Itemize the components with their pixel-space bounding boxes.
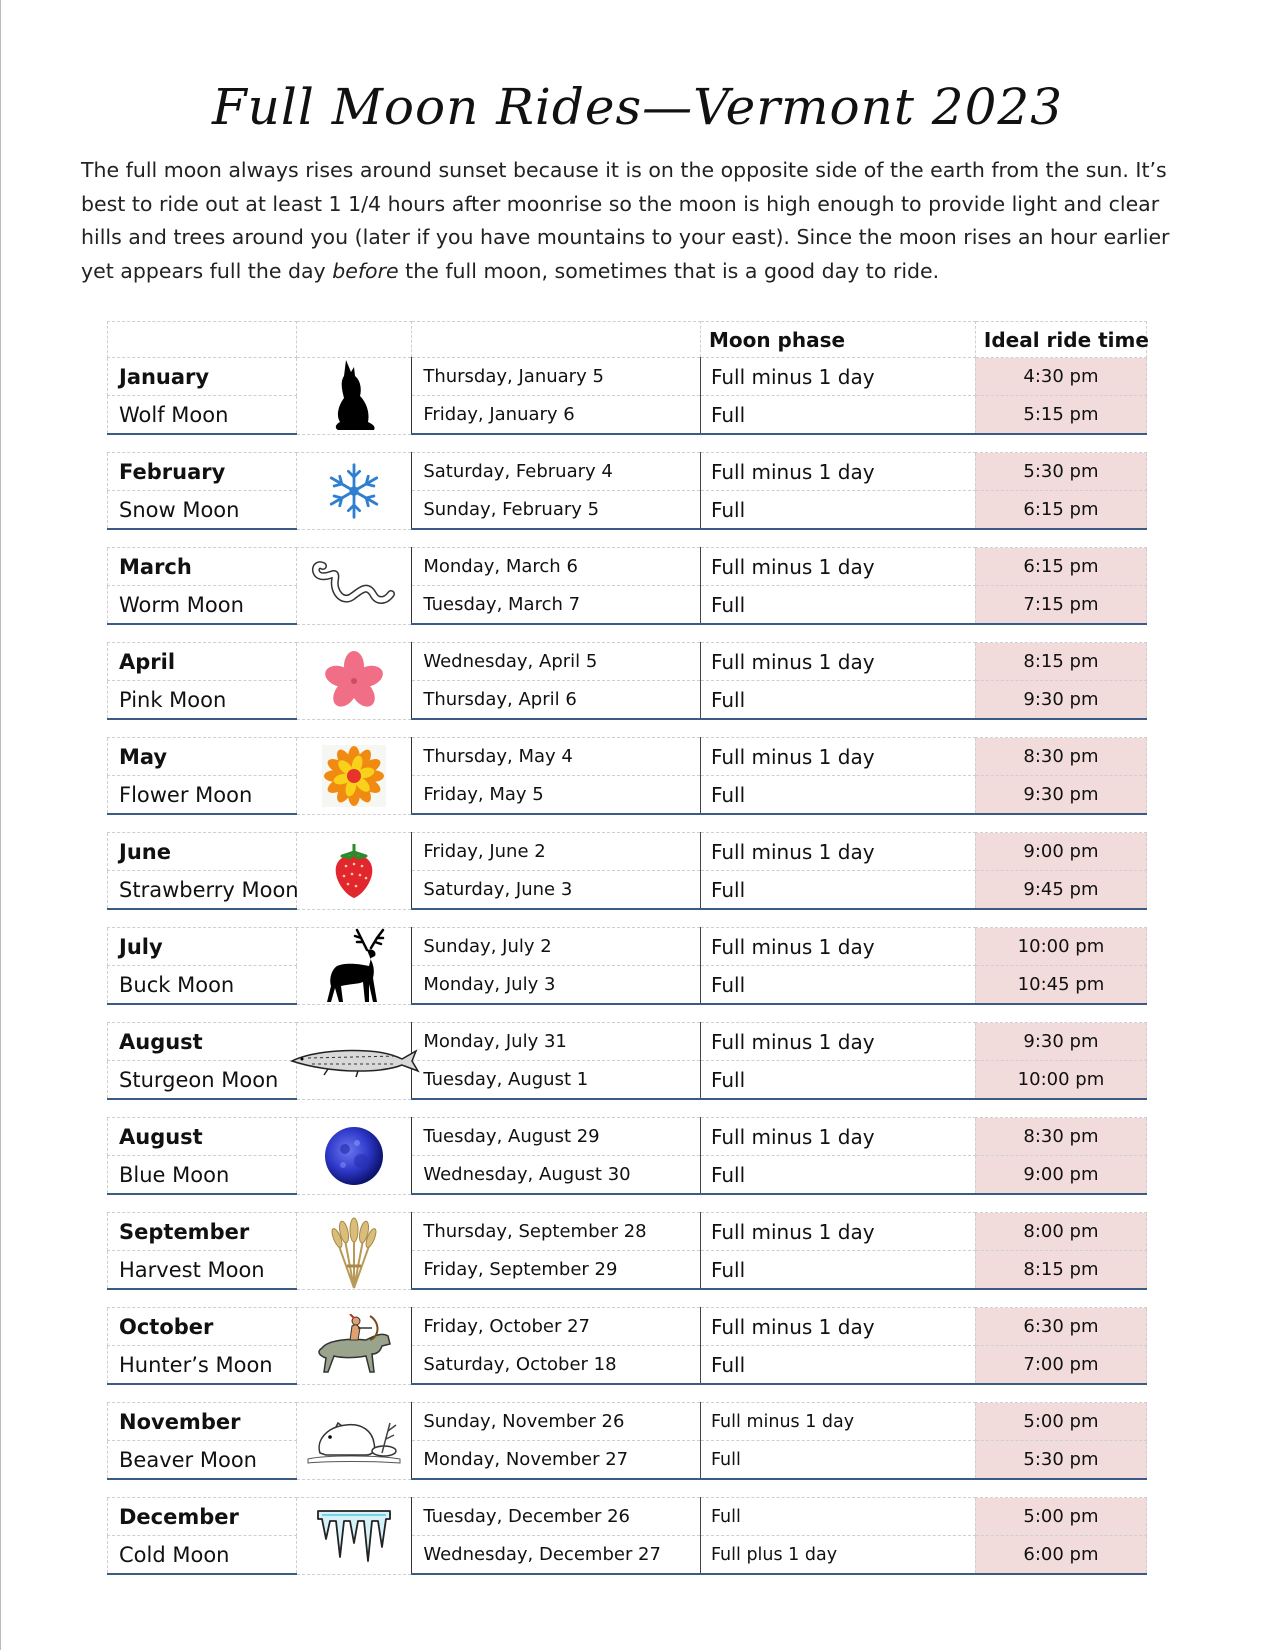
table-row <box>108 1118 1147 1156</box>
ride-time: 9:00 pm <box>975 1156 1146 1195</box>
ride-time: 5:15 pm <box>975 396 1146 435</box>
header-month-blank <box>108 322 297 358</box>
hunter-on-horse-icon <box>310 1314 398 1378</box>
ride-date: Friday, September 29 <box>412 1251 701 1290</box>
moon-phase: Full minus 1 day <box>700 453 975 491</box>
spacer-cell <box>108 1384 1147 1403</box>
ride-time: 4:30 pm <box>975 358 1146 396</box>
ride-time: 5:00 pm <box>975 1403 1146 1441</box>
moon-phase: Full minus 1 day <box>700 1118 975 1156</box>
table-row <box>108 833 1147 871</box>
moon-name <box>108 871 297 910</box>
moon-phase: Full <box>700 966 975 1005</box>
ride-date: Tuesday, March 7 <box>412 586 701 625</box>
month-spacer <box>108 529 1147 548</box>
table-row <box>108 1536 1147 1575</box>
ride-date: Monday, November 27 <box>412 1441 701 1480</box>
month-label: August <box>119 1029 203 1054</box>
moon-icon-cell <box>296 643 411 720</box>
header-date-blank <box>412 322 701 358</box>
month-label: December <box>119 1504 239 1529</box>
moon-icon-cell <box>296 738 411 815</box>
moon-label: Flower Moon <box>119 782 253 807</box>
moon-label: Blue Moon <box>119 1162 230 1187</box>
month-label: August <box>119 1124 203 1149</box>
month-name <box>108 1498 297 1536</box>
month-spacer <box>108 1194 1147 1213</box>
ride-time: 7:00 pm <box>975 1346 1146 1385</box>
ride-table-body <box>108 358 1147 1575</box>
table-row <box>108 586 1147 625</box>
wolf-icon <box>324 358 384 434</box>
ride-time: 9:45 pm <box>975 871 1146 910</box>
table-row <box>108 1308 1147 1346</box>
ride-date: Saturday, February 4 <box>412 453 701 491</box>
intro-emphasis: before <box>332 258 399 283</box>
deer-icon <box>321 926 387 1006</box>
moon-phase: Full <box>700 681 975 720</box>
moon-name <box>108 966 297 1005</box>
moon-phase: Full <box>700 1156 975 1195</box>
page-title: Full Moon Rides—Vermont 2023 <box>211 78 1064 136</box>
strawberry-icon <box>332 842 376 900</box>
month-name <box>108 738 297 776</box>
ride-time: 5:30 pm <box>975 453 1146 491</box>
ride-time: 10:00 pm <box>975 928 1146 966</box>
table-row <box>108 1498 1147 1536</box>
ride-date: Monday, July 3 <box>412 966 701 1005</box>
moon-label: Harvest Moon <box>119 1257 265 1282</box>
ride-time: 7:15 pm <box>975 586 1146 625</box>
month-name <box>108 1213 297 1251</box>
moon-icon-cell <box>296 453 411 530</box>
spacer-cell <box>108 1004 1147 1023</box>
ride-date: Friday, June 2 <box>412 833 701 871</box>
month-name <box>108 358 297 396</box>
moon-name <box>108 1156 297 1195</box>
moon-phase: Full minus 1 day <box>700 1213 975 1251</box>
moon-phase: Full minus 1 day <box>700 833 975 871</box>
month-name <box>108 1118 297 1156</box>
ride-date: Thursday, January 5 <box>412 358 701 396</box>
ride-date: Sunday, February 5 <box>412 491 701 530</box>
moon-icon-cell <box>296 1023 411 1100</box>
month-spacer <box>108 434 1147 453</box>
icicles-icon <box>316 1507 392 1565</box>
ride-date: Tuesday, December 26 <box>412 1498 701 1536</box>
table-row <box>108 738 1147 776</box>
moon-phase: Full <box>700 1498 975 1536</box>
month-name <box>108 833 297 871</box>
spacer-cell <box>108 1194 1147 1213</box>
ride-time: 6:00 pm <box>975 1536 1146 1575</box>
moon-phase: Full minus 1 day <box>700 738 975 776</box>
spacer-cell <box>108 719 1147 738</box>
month-name <box>108 1023 297 1061</box>
month-spacer <box>108 1004 1147 1023</box>
moon-name <box>108 1536 297 1575</box>
wheat-icon <box>329 1212 379 1290</box>
table-row <box>108 1061 1147 1100</box>
ride-date: Monday, March 6 <box>412 548 701 586</box>
ride-date: Friday, October 27 <box>412 1308 701 1346</box>
intro-paragraph <box>81 154 1201 288</box>
month-spacer <box>108 1384 1147 1403</box>
ride-time: 6:15 pm <box>975 491 1146 530</box>
table-row <box>108 681 1147 720</box>
ride-time: 9:30 pm <box>975 776 1146 815</box>
table-row <box>108 1441 1147 1480</box>
table-row <box>108 396 1147 435</box>
ride-time: 10:00 pm <box>975 1061 1146 1100</box>
moon-name <box>108 1251 297 1290</box>
ride-time: 8:30 pm <box>975 738 1146 776</box>
moon-icon-cell <box>296 358 411 435</box>
month-label: July <box>119 934 163 959</box>
month-spacer <box>108 909 1147 928</box>
moon-phase: Full minus 1 day <box>700 548 975 586</box>
ride-time: 5:00 pm <box>975 1498 1146 1536</box>
month-label: April <box>119 649 176 674</box>
table-row <box>108 358 1147 396</box>
ride-date: Saturday, June 3 <box>412 871 701 910</box>
blue-moon-icon <box>323 1125 385 1187</box>
moon-phase: Full minus 1 day <box>700 1023 975 1061</box>
ride-date: Friday, January 6 <box>412 396 701 435</box>
worm-icon <box>311 554 397 618</box>
ride-time: 8:15 pm <box>975 1251 1146 1290</box>
spacer-cell <box>108 624 1147 643</box>
header-ride-time: Ideal ride time <box>975 322 1146 358</box>
ride-time: 8:15 pm <box>975 643 1146 681</box>
ride-time: 9:30 pm <box>975 1023 1146 1061</box>
month-name <box>108 643 297 681</box>
spacer-cell <box>108 529 1147 548</box>
moon-label: Hunter’s Moon <box>119 1352 273 1377</box>
month-label: September <box>119 1219 250 1244</box>
moon-phase: Full <box>700 1061 975 1100</box>
moon-name <box>108 681 297 720</box>
month-label: October <box>119 1314 214 1339</box>
month-name <box>108 548 297 586</box>
ride-time: 9:00 pm <box>975 833 1146 871</box>
moon-label: Strawberry Moon <box>119 877 299 902</box>
ride-time: 6:30 pm <box>975 1308 1146 1346</box>
moon-icon-cell <box>296 1118 411 1195</box>
ride-time: 5:30 pm <box>975 1441 1146 1480</box>
table-row <box>108 871 1147 910</box>
ride-time: 10:45 pm <box>975 966 1146 1005</box>
moon-phase: Full minus 1 day <box>700 1308 975 1346</box>
spacer-cell <box>108 909 1147 928</box>
table-row <box>108 1403 1147 1441</box>
moon-phase: Full plus 1 day <box>700 1536 975 1575</box>
moon-phase: Full <box>700 491 975 530</box>
ride-date: Thursday, September 28 <box>412 1213 701 1251</box>
ride-date: Tuesday, August 29 <box>412 1118 701 1156</box>
month-label: June <box>119 839 171 864</box>
moon-name <box>108 396 297 435</box>
ride-date: Saturday, October 18 <box>412 1346 701 1385</box>
moon-icon-cell <box>296 1213 411 1290</box>
header-icon-blank <box>296 322 411 358</box>
sturgeon-icon <box>288 1043 420 1079</box>
moon-name <box>108 1441 297 1480</box>
spacer-cell <box>108 434 1147 453</box>
moon-phase: Full minus 1 day <box>700 358 975 396</box>
table-row <box>108 1156 1147 1195</box>
ride-date: Wednesday, August 30 <box>412 1156 701 1195</box>
ride-date: Sunday, November 26 <box>412 1403 701 1441</box>
moon-label: Cold Moon <box>119 1542 230 1567</box>
moon-phase: Full <box>700 1251 975 1290</box>
pink-flower-icon <box>322 649 386 713</box>
moon-label: Worm Moon <box>119 592 244 617</box>
header-moon-phase: Moon phase <box>700 322 975 358</box>
table-row <box>108 776 1147 815</box>
ride-time: 8:00 pm <box>975 1213 1146 1251</box>
moon-icon-cell <box>296 548 411 625</box>
month-spacer <box>108 624 1147 643</box>
ride-date: Thursday, April 6 <box>412 681 701 720</box>
moon-label: Beaver Moon <box>119 1447 257 1472</box>
moon-phase: Full <box>700 776 975 815</box>
moon-phase: Full <box>700 396 975 435</box>
ride-date: Wednesday, December 27 <box>412 1536 701 1575</box>
month-name <box>108 453 297 491</box>
moon-icon-cell <box>296 1308 411 1385</box>
month-spacer <box>108 719 1147 738</box>
moon-name <box>108 586 297 625</box>
ride-date: Wednesday, April 5 <box>412 643 701 681</box>
moon-name <box>108 1061 297 1100</box>
ride-time: 6:15 pm <box>975 548 1146 586</box>
ride-date: Friday, May 5 <box>412 776 701 815</box>
spacer-cell <box>108 1289 1147 1308</box>
ride-schedule-table <box>107 321 1147 1575</box>
moon-label: Sturgeon Moon <box>119 1067 279 1092</box>
ride-time: 8:30 pm <box>975 1118 1146 1156</box>
moon-name <box>108 491 297 530</box>
moon-label: Pink Moon <box>119 687 227 712</box>
intro-text-1: The full moon always rises around sunset because it is on the opposite side of the earth from the sun. It’s best to ride out at least 1 1/4 hours after moonrise so the moon is high enough to provide light and clear hills and trees around you (later if you have mountains to your east). Since the moon rises an hour earlier yet appears full the day <box>81 158 1170 283</box>
table-row <box>108 966 1147 1005</box>
sunflower-icon <box>322 745 386 807</box>
month-spacer <box>108 814 1147 833</box>
moon-label: Buck Moon <box>119 972 235 997</box>
ride-date: Tuesday, August 1 <box>412 1061 701 1100</box>
table-row <box>108 453 1147 491</box>
moon-phase: Full <box>700 586 975 625</box>
ride-date: Thursday, May 4 <box>412 738 701 776</box>
moon-label: Snow Moon <box>119 497 240 522</box>
spacer-cell <box>108 1099 1147 1118</box>
table-row <box>108 1251 1147 1290</box>
table-header-row <box>108 322 1147 358</box>
snowflake-icon <box>324 459 384 523</box>
moon-phase: Full minus 1 day <box>700 928 975 966</box>
table-row <box>108 643 1147 681</box>
moon-icon-cell <box>296 833 411 910</box>
moon-name <box>108 776 297 815</box>
moon-phase: Full minus 1 day <box>700 1403 975 1441</box>
ride-date: Sunday, July 2 <box>412 928 701 966</box>
month-name <box>108 928 297 966</box>
month-label: March <box>119 554 192 579</box>
moon-label: Wolf Moon <box>119 402 229 427</box>
spacer-cell <box>108 1479 1147 1498</box>
moon-phase: Full minus 1 day <box>700 643 975 681</box>
intro-text-2: the full moon, sometimes that is a good day to ride. <box>405 258 940 283</box>
month-spacer <box>108 1479 1147 1498</box>
table-row <box>108 1023 1147 1061</box>
table-row <box>108 1346 1147 1385</box>
page-edge <box>0 0 1 1650</box>
moon-icon-cell <box>296 1403 411 1480</box>
moon-phase: Full <box>700 1346 975 1385</box>
moon-phase: Full <box>700 1441 975 1480</box>
month-label: November <box>119 1409 241 1434</box>
table-row <box>108 491 1147 530</box>
month-label: January <box>119 364 210 389</box>
ride-time: 9:30 pm <box>975 681 1146 720</box>
month-name <box>108 1403 297 1441</box>
moon-phase: Full <box>700 871 975 910</box>
beaver-icon <box>306 1413 402 1469</box>
month-label: February <box>119 459 226 484</box>
month-spacer <box>108 1099 1147 1118</box>
spacer-cell <box>108 814 1147 833</box>
month-name <box>108 1308 297 1346</box>
table-row <box>108 1213 1147 1251</box>
month-spacer <box>108 1289 1147 1308</box>
month-label: May <box>119 744 168 769</box>
moon-icon-cell <box>296 928 411 1005</box>
table-row <box>108 928 1147 966</box>
moon-icon-cell <box>296 1498 411 1575</box>
ride-date: Monday, July 31 <box>412 1023 701 1061</box>
moon-name <box>108 1346 297 1385</box>
table-row <box>108 548 1147 586</box>
